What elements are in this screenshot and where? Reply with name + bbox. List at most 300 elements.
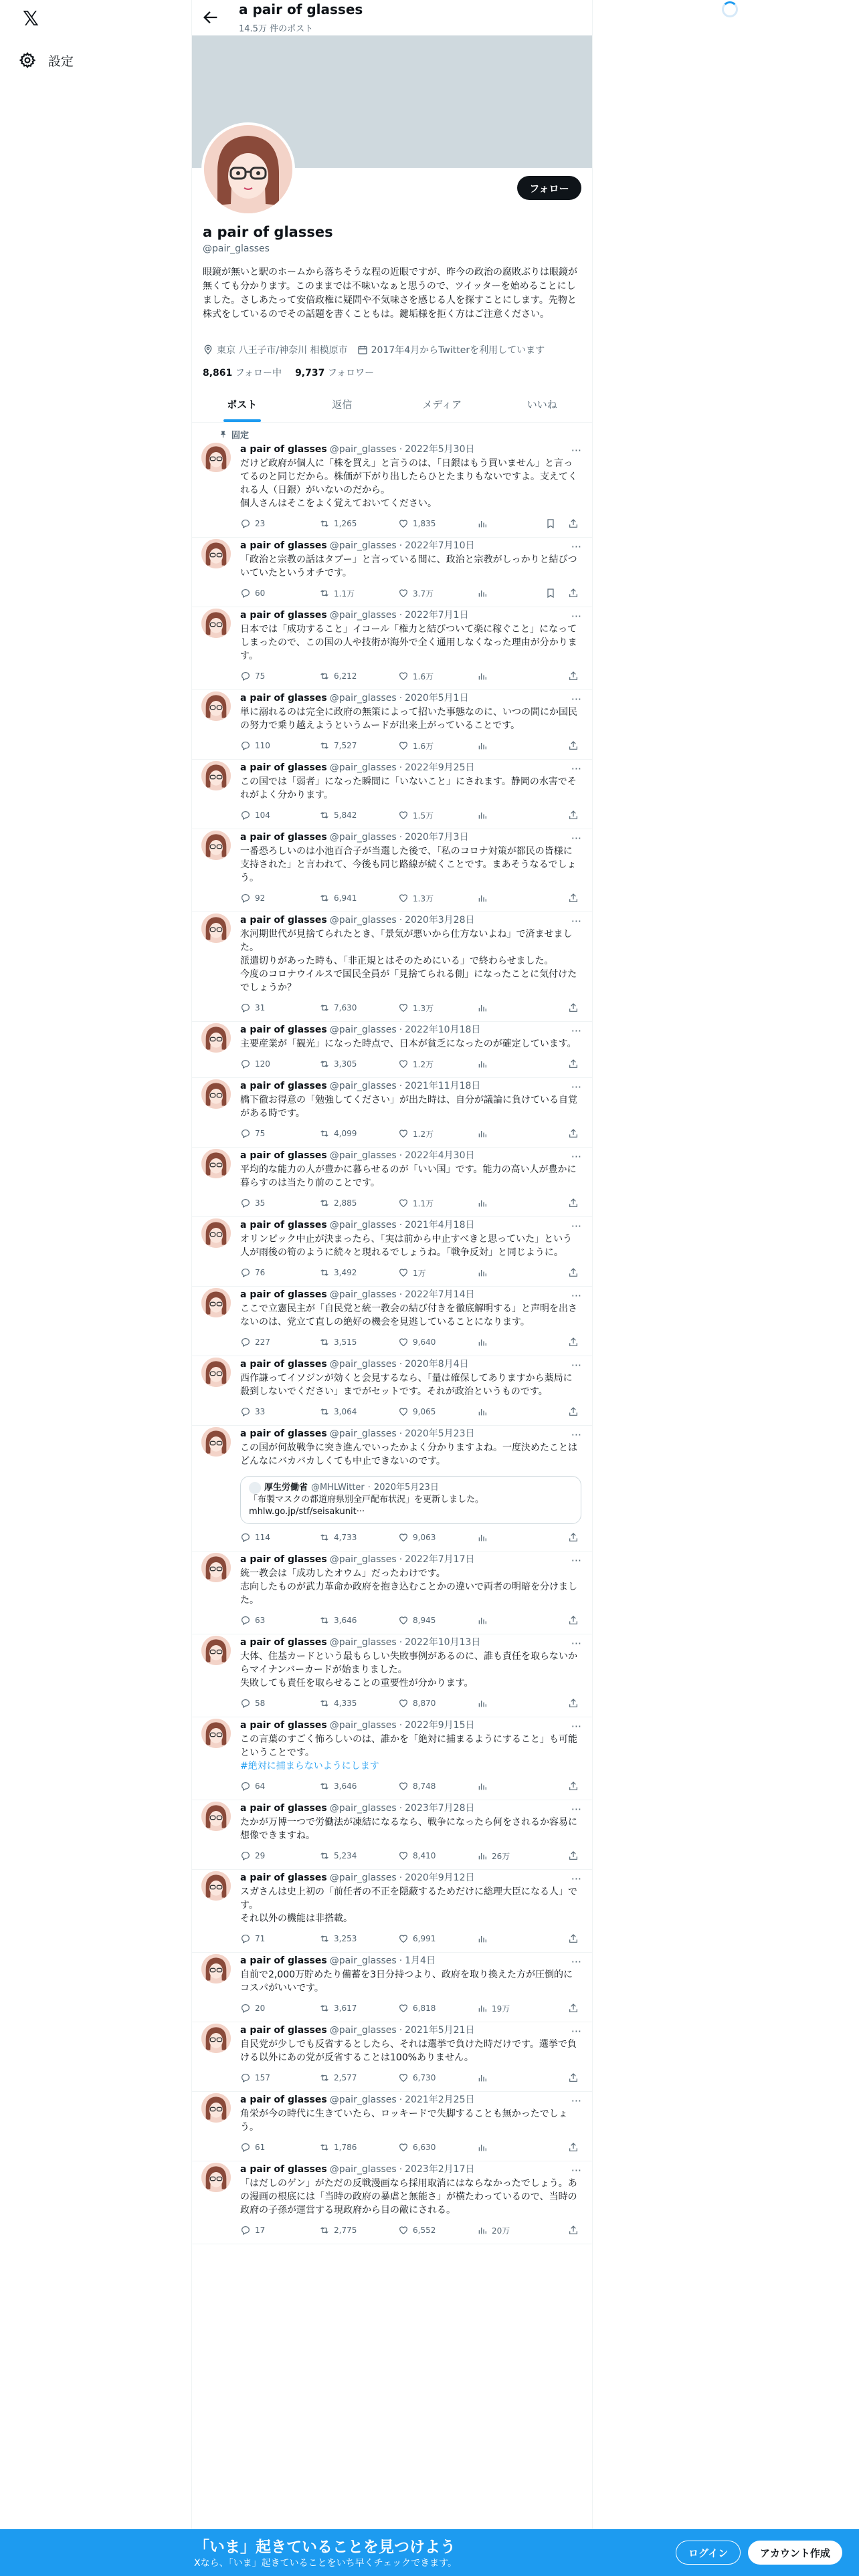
views-button[interactable] [477, 2072, 543, 2083]
retweet-count: 3,646 [334, 1782, 357, 1791]
tweet-date[interactable]: 2022年10月18日 [405, 1025, 481, 1035]
more-options-icon[interactable]: ··· [571, 832, 581, 845]
tweet[interactable] [192, 1717, 592, 1800]
share-button[interactable] [568, 518, 579, 529]
reply-button[interactable] [240, 588, 319, 599]
tweet-avatar[interactable] [201, 914, 231, 943]
retweet-button[interactable] [319, 1933, 398, 1944]
retweet-button[interactable] [319, 810, 398, 821]
more-options-icon[interactable]: ··· [571, 1289, 581, 1302]
share-button[interactable] [568, 1933, 579, 1944]
tweet-actions [240, 2071, 581, 2084]
tweet-date[interactable]: 2020年7月3日 [405, 832, 469, 843]
tweet-avatar[interactable] [201, 1427, 231, 1457]
retweet-icon [319, 893, 330, 903]
share-button[interactable] [568, 1532, 579, 1543]
views-button[interactable] [477, 2142, 543, 2153]
reply-button[interactable] [240, 2072, 319, 2083]
views-button[interactable] [477, 1850, 543, 1862]
like-count: 3.7万 [413, 588, 434, 599]
share-button[interactable] [568, 2003, 579, 2014]
reply-count: 33 [255, 1407, 266, 1416]
tweet[interactable] [192, 1356, 592, 1426]
views-button[interactable] [477, 1337, 543, 1348]
retweet-button[interactable] [319, 1850, 398, 1861]
tweet[interactable] [192, 912, 592, 1022]
reply-button[interactable] [240, 1933, 319, 1944]
like-button[interactable] [398, 1532, 477, 1543]
tweet-date[interactable]: 2020年5月1日 [405, 693, 469, 704]
views-button[interactable] [477, 1698, 543, 1709]
retweet-button[interactable] [319, 671, 398, 681]
tweet-avatar[interactable] [201, 831, 231, 860]
share-button[interactable] [568, 1059, 579, 1069]
tweet[interactable] [192, 2022, 592, 2092]
like-button[interactable] [398, 893, 477, 904]
share-button[interactable] [568, 1698, 579, 1709]
like-button[interactable] [398, 1933, 477, 1944]
reply-button[interactable] [240, 1128, 319, 1139]
tweet[interactable] [192, 607, 592, 690]
tweet[interactable] [192, 690, 592, 760]
retweet-button[interactable] [319, 1128, 398, 1139]
tweet-date[interactable]: 2020年5月23日 [405, 1428, 475, 1439]
tweet-separator: · [399, 1220, 403, 1230]
tweet-author-name[interactable]: a pair of glasses [240, 1150, 327, 1161]
tweet-avatar[interactable] [201, 1719, 231, 1748]
views-button[interactable] [477, 1198, 543, 1208]
tweet-author-handle[interactable]: @pair_glasses [329, 1554, 397, 1565]
tweet-header [240, 1149, 581, 1162]
views-button[interactable] [477, 671, 543, 681]
views-chart-icon [477, 1781, 488, 1792]
views-button[interactable] [477, 1406, 543, 1417]
tweet-separator: · [399, 1359, 403, 1370]
reply-button[interactable] [240, 2003, 319, 2014]
tweet-date[interactable]: 2022年7月1日 [405, 610, 469, 621]
reply-button[interactable] [240, 1532, 319, 1543]
tweet-author-handle[interactable]: @pair_glasses [329, 1955, 397, 1966]
tweet[interactable] [192, 1426, 592, 1551]
views-button[interactable] [477, 893, 543, 903]
tweet[interactable] [192, 1953, 592, 2022]
tweet-date[interactable]: 2022年9月15日 [405, 1720, 475, 1731]
tweet-author-handle[interactable]: @pair_glasses [329, 762, 397, 773]
retweet-button[interactable] [319, 1781, 398, 1792]
tweet-avatar[interactable] [201, 1871, 231, 1901]
reply-button[interactable] [240, 810, 319, 821]
like-button[interactable] [398, 1781, 477, 1792]
like-count: 6,818 [413, 2004, 436, 2013]
more-options-icon[interactable]: ··· [571, 1955, 581, 1968]
tweet-author-name[interactable]: a pair of glasses [240, 540, 327, 551]
share-button[interactable] [568, 1198, 579, 1208]
more-options-icon[interactable]: ··· [571, 762, 581, 775]
like-button[interactable] [398, 2225, 477, 2236]
tweet-date[interactable]: 2022年7月17日 [405, 1554, 475, 1565]
tweet-date[interactable]: 2021年4月18日 [405, 1220, 475, 1230]
tweet[interactable] [192, 2092, 592, 2161]
more-options-icon[interactable]: ··· [571, 2025, 581, 2038]
retweet-button[interactable] [319, 588, 398, 599]
more-options-icon[interactable]: ··· [571, 2095, 581, 2107]
bookmark-button[interactable] [545, 518, 556, 529]
more-options-icon[interactable]: ··· [571, 1428, 581, 1441]
retweet-button[interactable] [319, 893, 398, 903]
retweet-button[interactable] [319, 1615, 398, 1626]
tweet-author-handle[interactable]: @pair_glasses [329, 1289, 397, 1300]
tweet-author-handle[interactable]: @pair_glasses [329, 2025, 397, 2036]
tweet-author-handle[interactable]: @pair_glasses [329, 610, 397, 621]
views-button[interactable] [477, 1781, 543, 1792]
tweet-avatar[interactable] [201, 1358, 231, 1387]
views-button[interactable] [477, 1532, 543, 1543]
tweet[interactable] [192, 441, 592, 538]
reply-button[interactable] [240, 740, 319, 751]
tweet-author-name[interactable]: a pair of glasses [240, 1955, 327, 1966]
tweet-avatar[interactable] [201, 443, 231, 472]
tweet[interactable] [192, 829, 592, 912]
tweet-author-handle[interactable]: @pair_glasses [329, 2164, 397, 2175]
tweet-date[interactable]: 2021年5月21日 [405, 2025, 475, 2036]
tweet-author-name[interactable]: a pair of glasses [240, 1081, 327, 1091]
reply-button[interactable] [240, 2142, 319, 2153]
like-button[interactable] [398, 518, 477, 529]
tweet-date[interactable]: 2022年5月30日 [405, 444, 475, 455]
tweet-date[interactable]: 2023年2月17日 [405, 2164, 475, 2175]
share-button[interactable] [568, 2225, 579, 2236]
retweet-button[interactable] [319, 2003, 398, 2014]
tweet-avatar[interactable] [201, 1218, 231, 1248]
location-pin-icon [203, 344, 213, 355]
tweet-header [240, 1802, 581, 1815]
tweet-author-name[interactable]: a pair of glasses [240, 1428, 327, 1439]
reply-button[interactable] [240, 1337, 319, 1348]
more-options-icon[interactable]: ··· [571, 2164, 581, 2177]
following-link[interactable] [203, 366, 282, 379]
signup-button[interactable]: アカウント作成 [748, 2541, 842, 2565]
tweet-date[interactable]: 2022年10月13日 [405, 1637, 481, 1648]
retweet-button[interactable] [319, 740, 398, 751]
bookmark-button[interactable] [545, 588, 556, 599]
share-button[interactable] [568, 1002, 579, 1013]
like-button[interactable] [398, 1615, 477, 1626]
more-options-icon[interactable]: ··· [571, 1025, 581, 1037]
tweet[interactable] [192, 1287, 592, 1356]
tweet-author-handle[interactable]: @pair_glasses [329, 2095, 397, 2105]
x-logo-icon[interactable]: 𝕏 [22, 7, 39, 31]
more-options-icon[interactable]: ··· [571, 1803, 581, 1816]
share-button[interactable] [568, 2142, 579, 2153]
tweet-author-handle[interactable]: @pair_glasses [329, 1359, 397, 1370]
more-options-icon[interactable]: ··· [571, 540, 581, 553]
tweet-avatar[interactable] [201, 1802, 231, 1831]
more-options-icon[interactable]: ··· [571, 1872, 581, 1885]
share-button[interactable] [568, 671, 579, 681]
share-button[interactable] [568, 1128, 579, 1139]
tweet-date[interactable]: 1月4日 [405, 1955, 436, 1966]
reply-icon [240, 1128, 251, 1139]
retweet-button[interactable] [319, 1267, 398, 1278]
tweet-author-name[interactable]: a pair of glasses [240, 1872, 327, 1883]
tweet-author-name[interactable]: a pair of glasses [240, 693, 327, 704]
tweet-author-handle[interactable]: @pair_glasses [329, 444, 397, 455]
back-arrow-icon[interactable] [201, 8, 220, 27]
more-options-icon[interactable]: ··· [571, 1720, 581, 1733]
tweet-avatar[interactable] [201, 1636, 231, 1665]
tweet-author-name[interactable]: a pair of glasses [240, 1554, 327, 1565]
tweet-avatar[interactable] [201, 761, 231, 790]
tab-likes[interactable]: いいね [527, 399, 557, 411]
tweet-author-handle[interactable]: @pair_glasses [329, 1803, 397, 1814]
views-button[interactable] [477, 1267, 543, 1278]
tweet-author-handle[interactable]: @pair_glasses [329, 1872, 397, 1883]
retweet-count: 2,775 [334, 2226, 357, 2235]
retweet-button[interactable] [319, 2142, 398, 2153]
tweet-author-handle[interactable]: @pair_glasses [329, 1637, 397, 1648]
like-button[interactable] [398, 2072, 477, 2083]
tweet-avatar[interactable] [201, 2024, 231, 2053]
tweet-avatar[interactable] [201, 1288, 231, 1317]
tweet-avatar[interactable] [201, 1079, 231, 1109]
retweet-button[interactable] [319, 1337, 398, 1348]
like-count: 1.3万 [413, 893, 434, 903]
tab-media[interactable]: メディア [422, 399, 462, 411]
like-button[interactable] [398, 1002, 477, 1014]
tweet-author-handle[interactable]: @pair_glasses [329, 540, 397, 551]
tweet[interactable] [192, 2161, 592, 2244]
retweet-button[interactable] [319, 2225, 398, 2236]
reply-button[interactable] [240, 1059, 319, 1069]
share-button[interactable] [568, 893, 579, 903]
more-options-icon[interactable]: ··· [571, 1150, 581, 1163]
like-button[interactable] [398, 1059, 477, 1070]
tweet-date[interactable]: 2022年7月10日 [405, 540, 475, 551]
retweet-button[interactable] [319, 1698, 398, 1709]
tweet-avatar[interactable] [201, 1954, 231, 1983]
like-button[interactable] [398, 740, 477, 752]
tweet-date[interactable]: 2020年3月28日 [405, 915, 475, 926]
share-button[interactable] [568, 740, 579, 751]
tweet-avatar[interactable] [201, 1023, 231, 1053]
reply-count: 23 [255, 519, 266, 528]
tweet-author-handle[interactable]: @pair_glasses [329, 915, 397, 926]
like-button[interactable] [398, 1267, 477, 1279]
tweet[interactable] [192, 1217, 592, 1287]
more-options-icon[interactable]: ··· [571, 444, 581, 457]
tweet-avatar[interactable] [201, 691, 231, 721]
tweet-text-content: 自前で2,000万貯めたり備蓄を3日分持つより、政府を取り換えた方が圧倒的にコスパがいいです。 [240, 1969, 573, 1994]
views-button[interactable] [477, 1002, 543, 1013]
tweet-date[interactable]: 2021年2月25日 [405, 2095, 475, 2105]
tweet-author-name[interactable]: a pair of glasses [240, 1220, 327, 1230]
share-button[interactable] [568, 1406, 579, 1417]
like-button[interactable] [398, 1198, 477, 1209]
reply-button[interactable] [240, 1781, 319, 1792]
tweet-author-handle[interactable]: @pair_glasses [329, 693, 397, 704]
reply-button[interactable] [240, 1698, 319, 1709]
tweet-author-handle[interactable]: @pair_glasses [329, 832, 397, 843]
views-button[interactable] [477, 1128, 543, 1139]
tweet-author-handle[interactable]: @pair_glasses [329, 1150, 397, 1161]
tweet-avatar[interactable] [201, 1553, 231, 1582]
more-options-icon[interactable]: ··· [571, 693, 581, 706]
tweet-separator: · [399, 1637, 403, 1648]
retweet-button[interactable] [319, 1059, 398, 1069]
like-button[interactable] [398, 1406, 477, 1417]
login-button[interactable]: ログイン [676, 2541, 741, 2565]
tweet-date[interactable]: 2021年11月18日 [405, 1081, 481, 1091]
hashtag-link[interactable]: #絶対に捕まらないようにします [240, 1761, 379, 1772]
retweet-count: 4,099 [334, 1129, 357, 1138]
profile-avatar[interactable] [201, 122, 295, 216]
tweet-author-handle[interactable]: @pair_glasses [329, 1220, 397, 1230]
reply-button[interactable] [240, 893, 319, 903]
views-button[interactable] [477, 2225, 543, 2236]
tweet-author-name[interactable]: a pair of glasses [240, 762, 327, 773]
share-button[interactable] [568, 588, 579, 599]
tweet-separator: · [399, 1289, 403, 1300]
tweet-author-handle[interactable]: @pair_glasses [329, 1025, 397, 1035]
like-button[interactable] [398, 1850, 477, 1861]
like-button[interactable] [398, 2003, 477, 2014]
tweet-separator: · [399, 1554, 403, 1565]
tweet-author-handle[interactable]: @pair_glasses [329, 1428, 397, 1439]
like-button[interactable] [398, 1337, 477, 1348]
like-button[interactable] [398, 1698, 477, 1709]
retweet-button[interactable] [319, 2072, 398, 2083]
share-button[interactable] [568, 1267, 579, 1278]
tweet[interactable] [192, 1022, 592, 1078]
tab-posts[interactable]: ポスト [192, 387, 292, 422]
reply-button[interactable] [240, 1406, 319, 1417]
reply-icon [240, 893, 251, 903]
tweet-avatar[interactable] [201, 2093, 231, 2123]
like-button[interactable] [398, 2142, 477, 2153]
tweet-avatar[interactable] [201, 609, 231, 638]
tweet-author-handle[interactable]: @pair_glasses [329, 1081, 397, 1091]
tweet-author-name[interactable]: a pair of glasses [240, 915, 327, 926]
like-button[interactable] [398, 810, 477, 821]
like-button[interactable] [398, 1128, 477, 1140]
retweet-button[interactable] [319, 518, 398, 529]
tweet-date[interactable]: 2020年9月12日 [405, 1872, 475, 1883]
tweet[interactable] [192, 1634, 592, 1717]
reply-icon [240, 1267, 251, 1278]
tweet-author-name[interactable]: a pair of glasses [240, 444, 327, 455]
tweet-date[interactable]: 2022年4月30日 [405, 1150, 475, 1161]
tweet-avatar[interactable] [201, 2163, 231, 2192]
tweet-author-name[interactable]: a pair of glasses [240, 1803, 327, 1814]
retweet-button[interactable] [319, 1198, 398, 1208]
reply-button[interactable] [240, 1198, 319, 1208]
tweet[interactable] [192, 1148, 592, 1217]
reply-button[interactable] [240, 1850, 319, 1861]
share-button[interactable] [568, 1781, 579, 1792]
like-button[interactable] [398, 588, 477, 599]
reply-button[interactable] [240, 1267, 319, 1278]
tweet-author-name[interactable]: a pair of glasses [240, 1359, 327, 1370]
share-button[interactable] [568, 1850, 579, 1861]
like-button[interactable] [398, 671, 477, 682]
views-button[interactable] [477, 740, 543, 751]
tweet-author-name[interactable]: a pair of glasses [240, 1720, 327, 1731]
reply-button[interactable] [240, 2225, 319, 2236]
tweet-author-name[interactable]: a pair of glasses [240, 832, 327, 843]
more-options-icon[interactable]: ··· [571, 1554, 581, 1567]
tweet[interactable] [192, 1078, 592, 1148]
quoted-tweet[interactable] [240, 1476, 581, 1524]
more-options-icon[interactable]: ··· [571, 1637, 581, 1650]
views-button[interactable] [477, 2003, 543, 2014]
tweet[interactable] [192, 1800, 592, 1870]
tab-replies[interactable]: 返信 [332, 399, 353, 411]
views-chart-icon [477, 1337, 488, 1348]
tweet-author-name[interactable]: a pair of glasses [240, 610, 327, 621]
share-button[interactable] [568, 1615, 579, 1626]
followers-link[interactable] [295, 366, 374, 379]
more-options-icon[interactable]: ··· [571, 1081, 581, 1093]
tweet-author-name[interactable]: a pair of glasses [240, 2095, 327, 2105]
retweet-button[interactable] [319, 1002, 398, 1013]
more-options-icon[interactable]: ··· [571, 1359, 581, 1372]
share-button[interactable] [568, 810, 579, 821]
tweet-author-name[interactable]: a pair of glasses [240, 1025, 327, 1035]
tweet-author-name[interactable]: a pair of glasses [240, 1637, 327, 1648]
views-button[interactable] [477, 810, 543, 821]
tweet[interactable] [192, 760, 592, 829]
follow-button[interactable]: フォロー [517, 176, 581, 200]
views-button[interactable] [477, 518, 543, 529]
retweet-button[interactable] [319, 1532, 398, 1543]
tweet-date[interactable]: 2023年7月28日 [405, 1803, 475, 1814]
reply-button[interactable] [240, 518, 319, 529]
reply-button[interactable] [240, 1615, 319, 1626]
more-options-icon[interactable]: ··· [571, 915, 581, 928]
tweet-avatar[interactable] [201, 539, 231, 568]
tweet-date[interactable]: 2022年9月25日 [405, 762, 475, 773]
tweet[interactable] [192, 538, 592, 607]
tweet[interactable] [192, 1870, 592, 1953]
views-button[interactable] [477, 588, 543, 599]
views-button[interactable] [477, 1933, 543, 1944]
nav-item-settings[interactable] [19, 48, 74, 72]
more-options-icon[interactable]: ··· [571, 1220, 581, 1232]
share-button[interactable] [568, 2072, 579, 2083]
share-icon [568, 2142, 579, 2153]
more-options-icon[interactable]: ··· [571, 610, 581, 623]
tweet-author-name[interactable]: a pair of glasses [240, 2164, 327, 2175]
views-chart-icon [477, 810, 488, 821]
reply-button[interactable] [240, 671, 319, 681]
tweet-date[interactable]: 2020年8月4日 [405, 1359, 469, 1370]
views-button[interactable] [477, 1615, 543, 1626]
tweet-date[interactable]: 2022年7月14日 [405, 1289, 475, 1300]
share-button[interactable] [568, 1337, 579, 1348]
tweet-author-name[interactable]: a pair of glasses [240, 2025, 327, 2036]
retweet-icon [319, 1267, 330, 1278]
reply-button[interactable] [240, 1002, 319, 1013]
tweet-author-handle[interactable]: @pair_glasses [329, 1720, 397, 1731]
retweet-button[interactable] [319, 1406, 398, 1417]
tweet-text [240, 1885, 581, 1925]
view-count: 19万 [492, 2004, 510, 2014]
views-button[interactable] [477, 1059, 543, 1069]
tweet-avatar[interactable] [201, 1149, 231, 1178]
tweet-header [240, 1079, 581, 1093]
tweet[interactable] [192, 1551, 592, 1634]
tweet-author-name[interactable]: a pair of glasses [240, 1289, 327, 1300]
